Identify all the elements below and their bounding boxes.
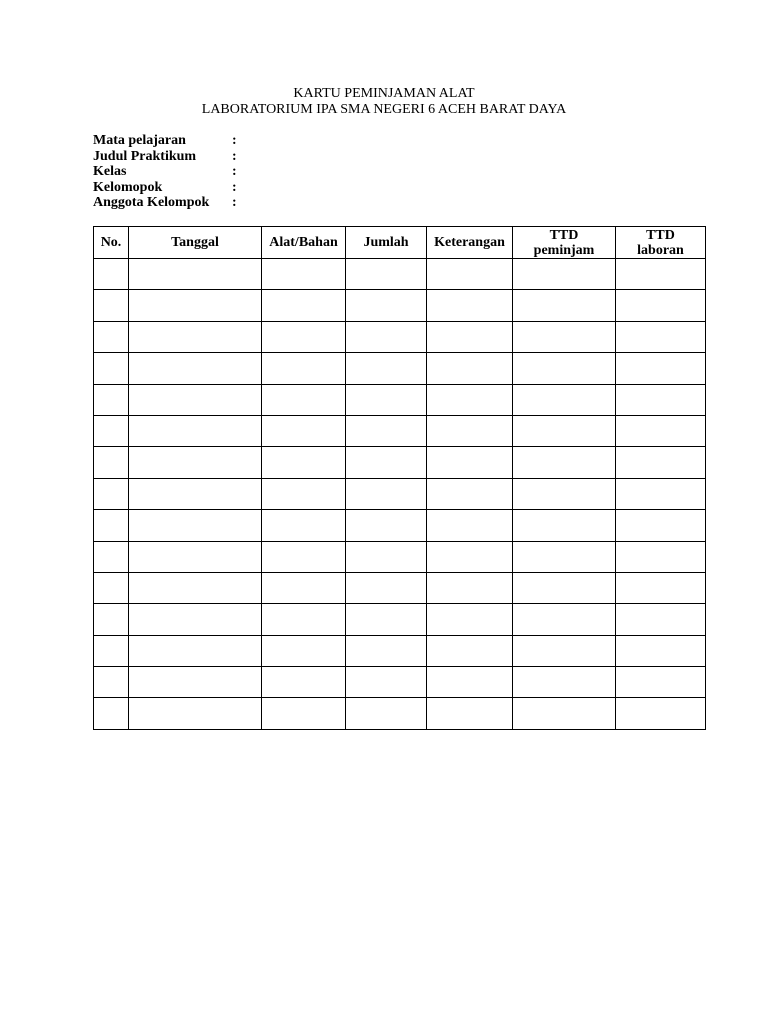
table-cell	[427, 698, 513, 729]
table-cell	[616, 384, 706, 415]
table-cell	[262, 353, 346, 384]
table-cell	[346, 259, 427, 290]
table-row	[94, 415, 706, 446]
table-cell	[346, 510, 427, 541]
table-cell	[616, 572, 706, 603]
table-cell	[427, 635, 513, 666]
header-ttd-laboran	[616, 227, 706, 259]
field-label: Mata pelajaran	[93, 133, 186, 148]
header-text-line1: TTD	[549, 227, 579, 243]
table-cell	[94, 384, 129, 415]
header-text: Keterangan	[434, 235, 505, 250]
table-cell	[346, 478, 427, 509]
header-text-line2: laboran	[637, 242, 684, 258]
table-cell	[94, 510, 129, 541]
field-kelas	[93, 164, 242, 180]
table-cell	[513, 447, 616, 478]
table-cell	[94, 259, 129, 290]
field-mata-pelajaran	[93, 133, 242, 149]
table-cell	[262, 667, 346, 698]
table-cell	[513, 353, 616, 384]
header-text: No.	[100, 235, 122, 250]
header-text: Tanggal	[171, 235, 219, 250]
table-cell	[129, 290, 262, 321]
table-cell	[427, 541, 513, 572]
table-cell	[94, 447, 129, 478]
loan-table	[93, 226, 706, 730]
table-cell	[129, 415, 262, 446]
table-cell	[616, 415, 706, 446]
table-row	[94, 635, 706, 666]
table-cell	[129, 667, 262, 698]
header-no	[94, 227, 129, 259]
table-cell	[616, 541, 706, 572]
header-tanggal	[129, 227, 262, 259]
table-cell	[513, 478, 616, 509]
table-row	[94, 698, 706, 729]
table-cell	[513, 572, 616, 603]
table-cell	[616, 353, 706, 384]
table-cell	[513, 415, 616, 446]
table-cell	[94, 478, 129, 509]
table-cell	[262, 259, 346, 290]
header-text-line2: peminjam	[533, 242, 595, 258]
table-cell	[427, 510, 513, 541]
table-cell	[129, 384, 262, 415]
table-cell	[346, 698, 427, 729]
table-cell	[513, 635, 616, 666]
table-cell	[346, 572, 427, 603]
table-body	[94, 259, 706, 730]
table-cell	[427, 415, 513, 446]
table-cell	[616, 635, 706, 666]
header-text: Jumlah	[363, 235, 409, 250]
document-title	[0, 86, 768, 118]
field-colon: :	[232, 164, 237, 179]
table-row	[94, 510, 706, 541]
header-text-line1: TTD	[646, 227, 675, 243]
table-cell	[262, 384, 346, 415]
field-label: Anggota Kelompok	[93, 195, 210, 210]
table-cell	[616, 447, 706, 478]
field-colon: :	[232, 179, 237, 195]
table-cell	[513, 510, 616, 541]
table-cell	[129, 321, 262, 352]
table-row	[94, 321, 706, 352]
table-cell	[262, 635, 346, 666]
header-ttd-peminjam	[513, 227, 616, 259]
table-cell	[262, 447, 346, 478]
table-cell	[129, 635, 262, 666]
table-cell	[427, 290, 513, 321]
table-cell	[129, 541, 262, 572]
table-cell	[129, 572, 262, 603]
table-cell	[513, 667, 616, 698]
table-row	[94, 259, 706, 290]
field-colon: :	[232, 133, 237, 148]
table-cell	[262, 321, 346, 352]
table-cell	[129, 604, 262, 635]
table-cell	[513, 698, 616, 729]
field-colon: :	[232, 148, 237, 164]
table-cell	[129, 353, 262, 384]
table-cell	[346, 447, 427, 478]
table-cell	[427, 321, 513, 352]
table-cell	[346, 353, 427, 384]
table-cell	[427, 572, 513, 603]
field-judul-praktikum	[93, 149, 242, 165]
field-label: Kelas	[93, 164, 127, 179]
table-cell	[262, 478, 346, 509]
table-cell	[262, 541, 346, 572]
table-cell	[346, 384, 427, 415]
table-cell	[616, 510, 706, 541]
table-row	[94, 541, 706, 572]
table-cell	[94, 415, 129, 446]
table-row	[94, 478, 706, 509]
table-cell	[513, 604, 616, 635]
table-row	[94, 290, 706, 321]
table-cell	[616, 290, 706, 321]
table-row	[94, 572, 706, 603]
table-cell	[129, 259, 262, 290]
table-cell	[346, 635, 427, 666]
table-cell	[262, 698, 346, 729]
table-cell	[427, 259, 513, 290]
table-cell	[427, 384, 513, 415]
table-cell	[616, 604, 706, 635]
table-cell	[262, 415, 346, 446]
table-cell	[616, 478, 706, 509]
table-header-row	[94, 227, 706, 259]
table-cell	[129, 447, 262, 478]
table-row	[94, 667, 706, 698]
field-colon: :	[232, 195, 237, 210]
table-cell	[427, 667, 513, 698]
table-cell	[262, 290, 346, 321]
header-keterangan	[427, 227, 513, 259]
table-cell	[94, 698, 129, 729]
table-cell	[427, 478, 513, 509]
table-cell	[513, 541, 616, 572]
table-cell	[616, 667, 706, 698]
field-label: Kelomopok	[93, 179, 163, 195]
table-cell	[262, 510, 346, 541]
table-cell	[346, 541, 427, 572]
table-row	[94, 384, 706, 415]
table-cell	[427, 604, 513, 635]
info-fields	[93, 133, 242, 211]
table-cell	[513, 321, 616, 352]
header-alat-bahan	[262, 227, 346, 259]
table-cell	[616, 321, 706, 352]
table-cell	[129, 510, 262, 541]
table-cell	[346, 290, 427, 321]
table-cell	[616, 698, 706, 729]
table-cell	[94, 290, 129, 321]
table-cell	[94, 321, 129, 352]
table-cell	[262, 604, 346, 635]
table-cell	[346, 667, 427, 698]
title-line-2: LABORATORIUM IPA SMA NEGERI 6 ACEH BARAT DAYA	[201, 102, 567, 117]
table-cell	[616, 259, 706, 290]
table-cell	[94, 604, 129, 635]
table-row	[94, 353, 706, 384]
table-cell	[94, 635, 129, 666]
table-cell	[346, 415, 427, 446]
table-cell	[346, 321, 427, 352]
header-text: Alat/Bahan	[269, 235, 338, 250]
title-line-1: KARTU PEMINJAMAN ALAT	[293, 86, 475, 101]
table-row	[94, 447, 706, 478]
table-row	[94, 604, 706, 635]
table-cell	[427, 447, 513, 478]
table-cell	[262, 572, 346, 603]
table-cell	[94, 353, 129, 384]
table-cell	[513, 259, 616, 290]
table-cell	[427, 353, 513, 384]
table-cell	[346, 604, 427, 635]
table-cell	[129, 698, 262, 729]
table-cell	[94, 541, 129, 572]
field-anggota-kelompok	[93, 195, 242, 211]
header-jumlah	[346, 227, 427, 259]
table-cell	[513, 290, 616, 321]
field-kelompok	[93, 180, 242, 196]
table-cell	[513, 384, 616, 415]
table-cell	[94, 667, 129, 698]
field-label: Judul Praktikum	[93, 148, 197, 164]
table-cell	[129, 478, 262, 509]
table-cell	[94, 572, 129, 603]
